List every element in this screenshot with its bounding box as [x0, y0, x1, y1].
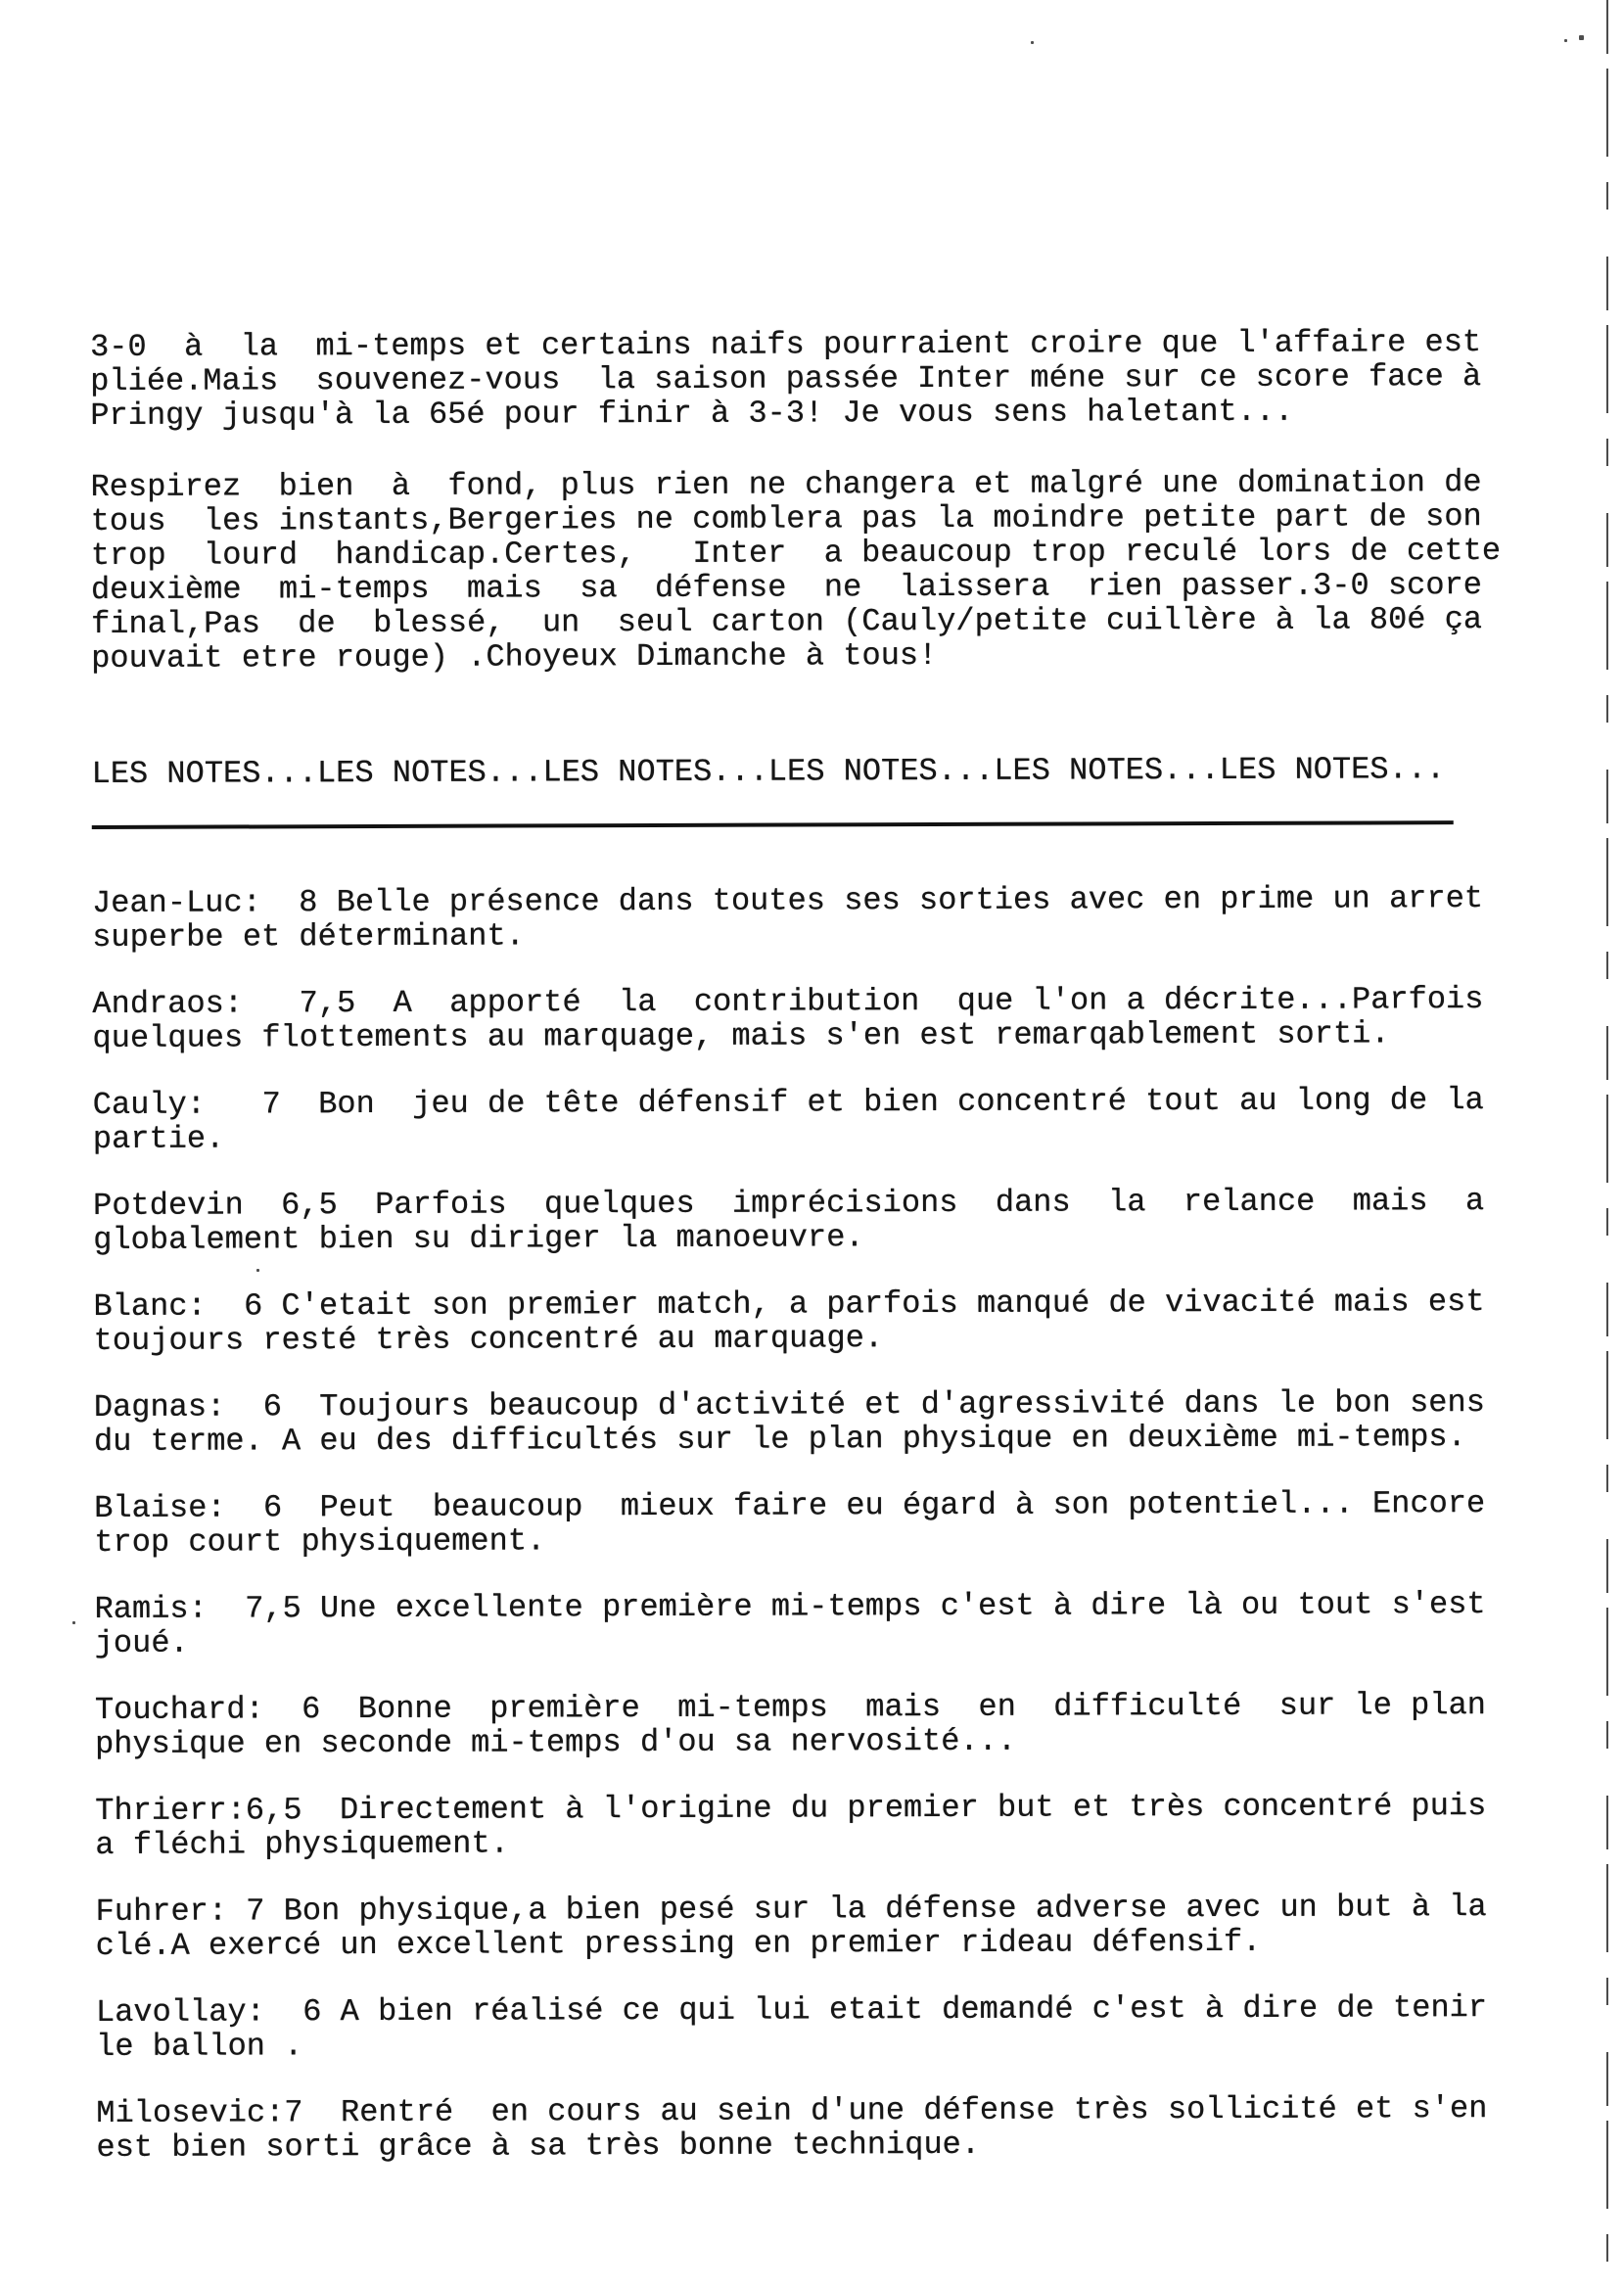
scan-speck	[72, 1621, 75, 1624]
player-note-blaise: Blaise: 6 Peut beaucoup mieux faire eu égard à son potentiel... Encore trop court physiquement.	[94, 1485, 1486, 1561]
player-note-milosevic: Milosevic:7 Rentré en cours au sein d'une défense très sollicité et s'en est bien sorti grâce à sa très bonne technique.	[96, 2090, 1488, 2166]
player-note-andraos: Andraos: 7,5 A apporté la contribution que l'on a décrite...Parfois quelques flottements au marquage, mais s'en est remarqablement sorti.	[92, 981, 1484, 1056]
player-notes-list	[92, 881, 1526, 2165]
player-note-lavollay: Lavollay: 6 A bien réalisé ce qui lui etait demandé c'est à dire de tenir le ballon .	[95, 1989, 1488, 2065]
scan-edge-artifact-line	[1606, 0, 1608, 2290]
document-content	[90, 325, 1526, 2165]
section-divider-rule	[92, 820, 1454, 829]
player-note-touchard: Touchard: 6 Bonne première mi-temps mais en difficulté sur le plan physique en seconde mi-temps d'ou sa nervosité...	[94, 1687, 1487, 1762]
section-header-les-notes: LES NOTES...LES NOTES...LES NOTES...LES NOTES...LES NOTES...LES NOTES...	[91, 751, 1446, 792]
player-note-thrierr: Thrierr:6,5 Directement à l'origine du premier but et très concentré puis a fléchi physiquement.	[95, 1788, 1487, 1863]
scan-speck	[256, 1269, 259, 1272]
intro-paragraph-score: 3-0 à la mi-temps et certains naifs pourraient croire que l'affaire est pliée.Mais souvenez-vous la saison passée Inter méne sur ce score face à Pringy jusqu'à la 65é pour finir à 3-3! Je vous sens haletant...	[89, 324, 1482, 434]
scan-speck	[1564, 39, 1567, 42]
player-note-jean-luc: Jean-Luc: 8 Belle présence dans toutes ses sorties avec en prime un arret superbe et déterminant.	[91, 880, 1484, 956]
player-note-blanc: Blanc: 6 C'etait son premier match, a parfois manqué de vivacité mais est toujours resté très concentré au marquage.	[93, 1284, 1485, 1359]
player-note-dagnas: Dagnas: 6 Toujours beaucoup d'activité et d'agressivité dans le bon sens du terme. A eu des difficultés sur le plan physique en deuxième mi-temps.	[93, 1384, 1485, 1460]
scan-speck	[1579, 35, 1584, 40]
player-note-potdevin: Potdevin 6,5 Parfois quelques imprécisions dans la relance mais a globalement bien su diriger la manoeuvre.	[93, 1183, 1485, 1258]
scan-speck	[1031, 41, 1034, 44]
player-note-cauly: Cauly: 7 Bon jeu de tête défensif et bien concentré tout au long de la partie.	[92, 1082, 1484, 1157]
intro-paragraph-summary: Respirez bien à fond, plus rien ne changera et malgré une domination de tous les instants,Bergeries ne comblera pas la moindre petite part de son trop lourd handicap.Certes, Inter a beaucoup trop reculé lors de cette deuxième mi-temps mais sa défense ne laissera rien passer.3-0 score final,Pas de blessé, un seul carton (Cauly/petite cuillère à la 80é ça pouvait etre rouge) .Choyeux Dimanche à tous!	[90, 464, 1502, 677]
player-note-ramis: Ramis: 7,5 Une excellente première mi-temps c'est à dire là ou tout s'est joué.	[94, 1586, 1486, 1661]
player-note-fuhrer: Fuhrer: 7 Bon physique,a bien pesé sur la défense adverse avec un but à la clé.A exercé un excellent pressing en premier rideau défensif.	[95, 1889, 1487, 1964]
